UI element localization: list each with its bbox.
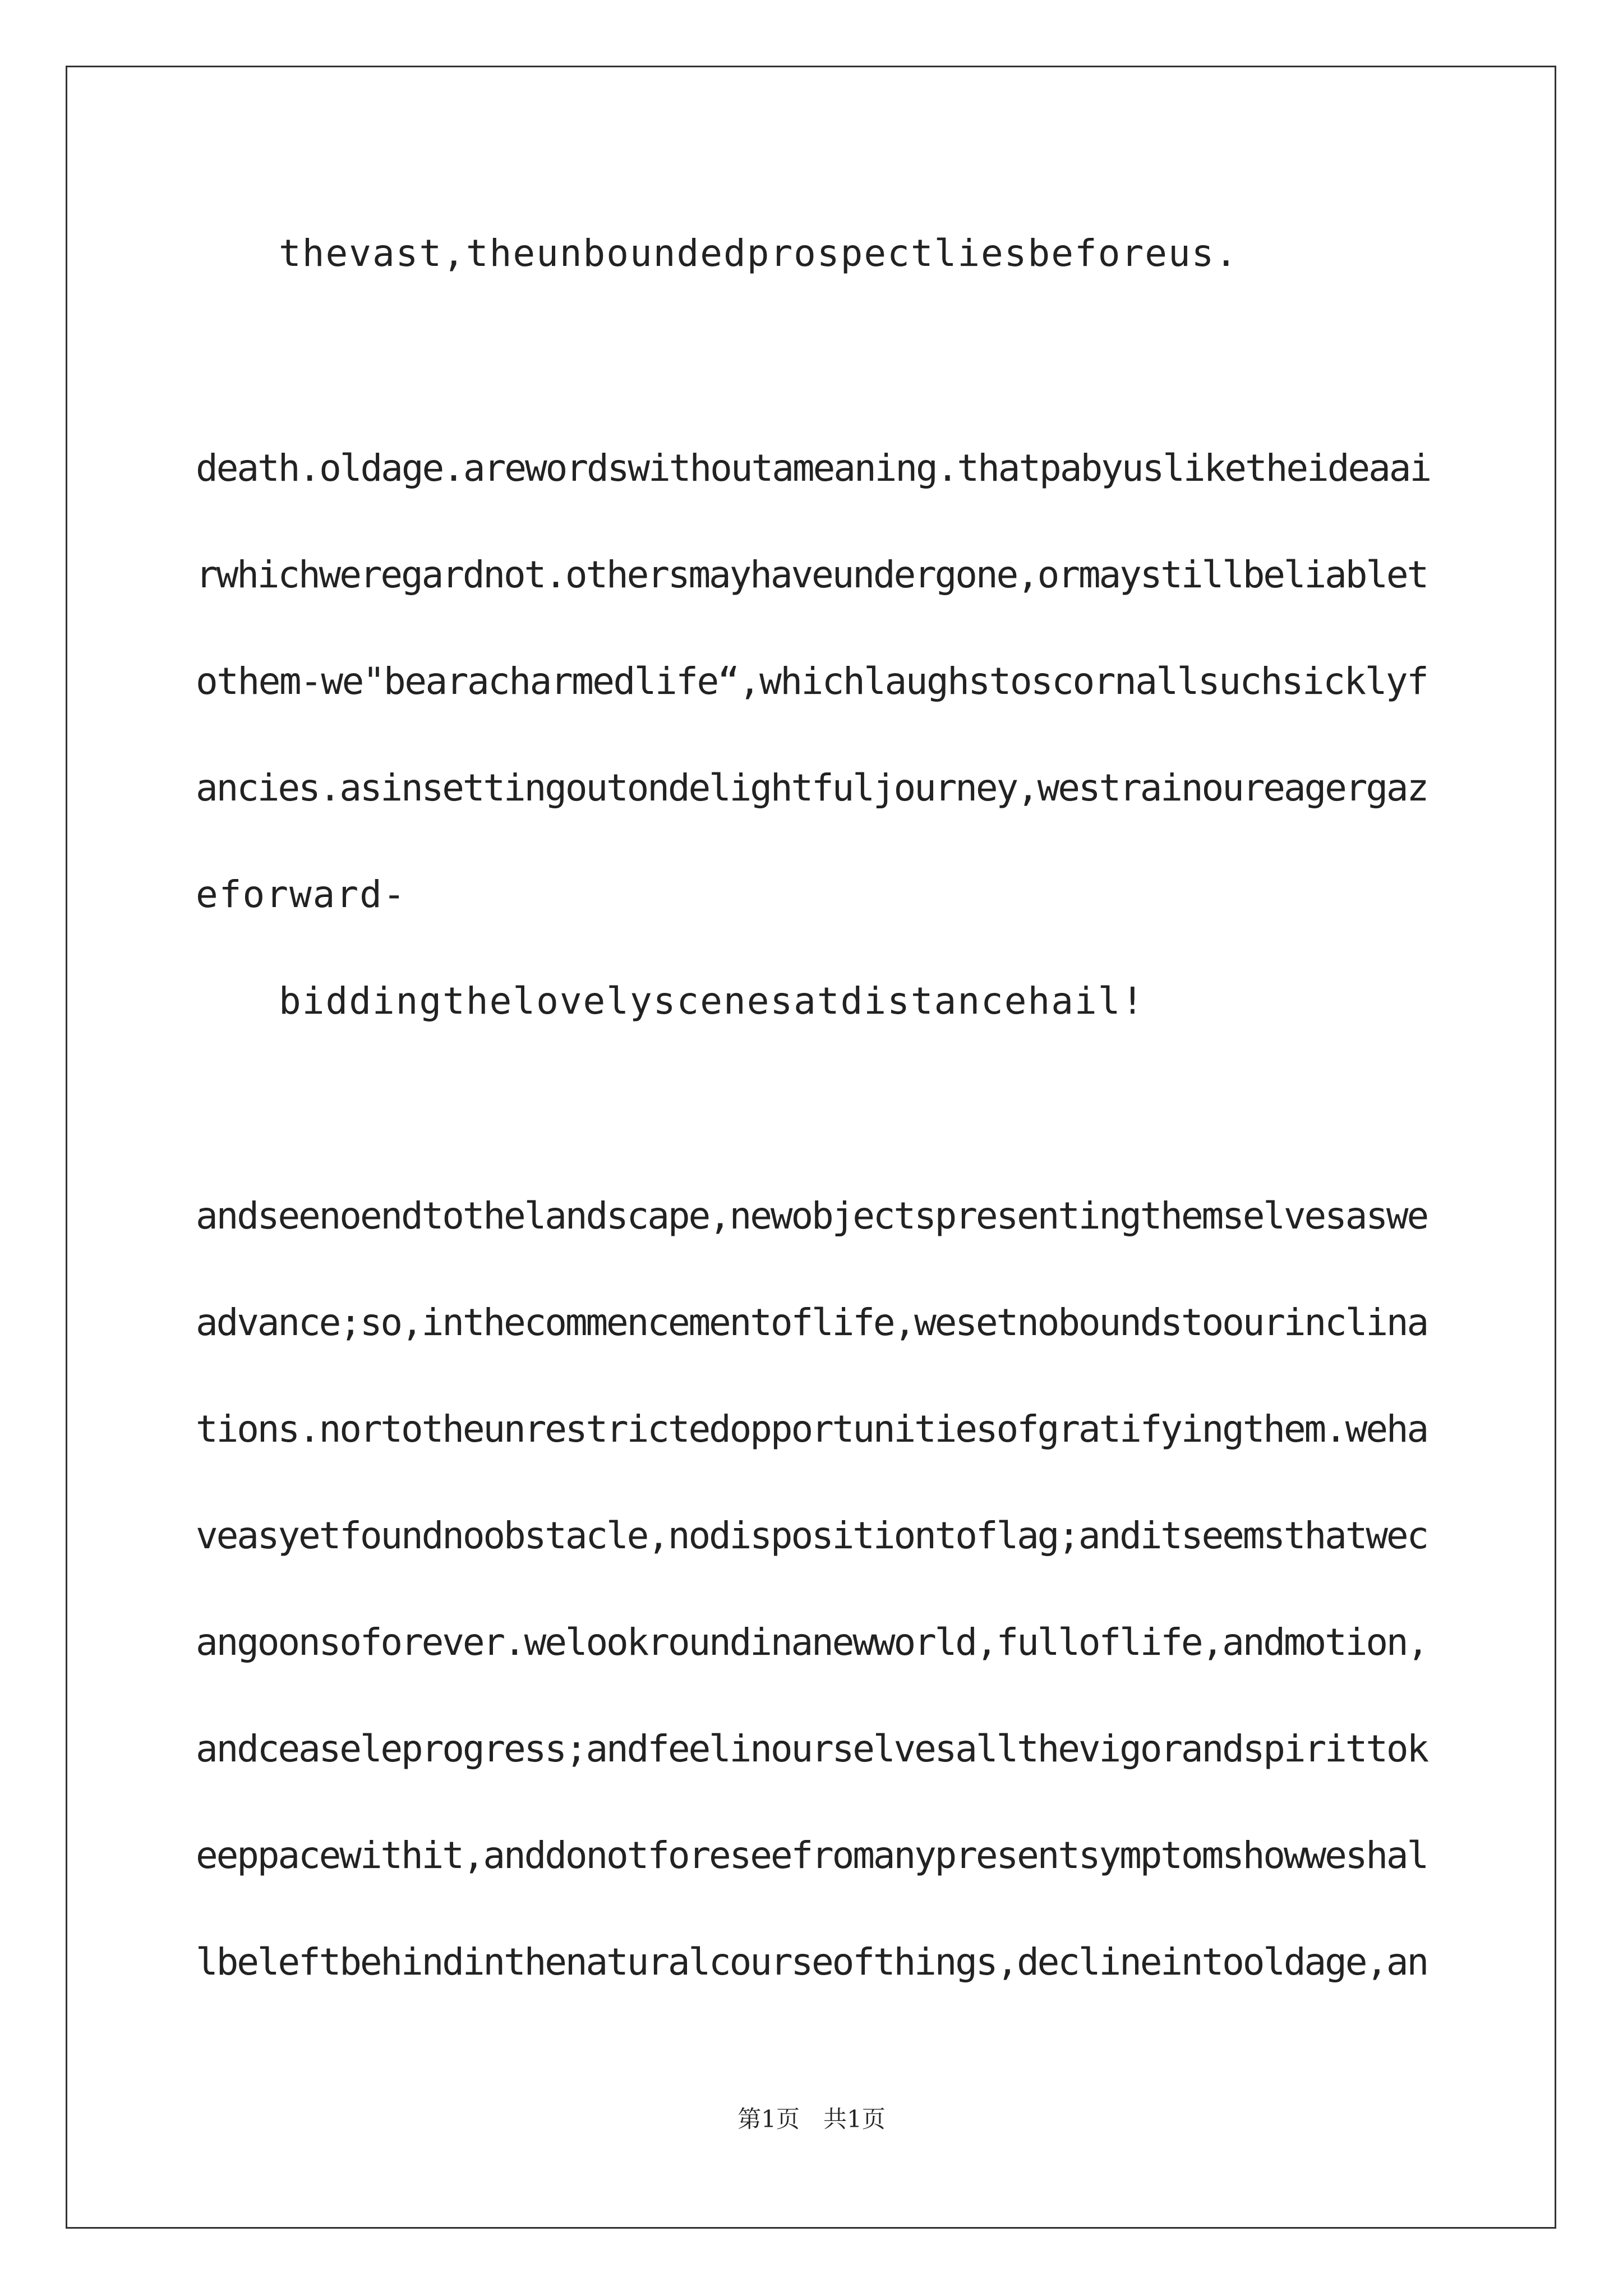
text-line-5: ancies.asinsettingoutondelightfuljourney,westrainoureagergaz	[196, 766, 1428, 809]
text-line-7: biddingthelovelyscenesatdistancehail!	[279, 979, 1145, 1023]
text-line-9: advance;so,inthecommencementoflife,wesetnoboundstoourinclina	[196, 1301, 1428, 1344]
text-line-12: angoonsoforever.welookroundinanewworld,fulloflife,andmotion,	[196, 1621, 1428, 1664]
text-line-13: andceaseleprogress;andfeelinourselvesallthevigorandspirittok	[196, 1727, 1428, 1770]
text-line-8: andseenoendtothelandscape,newobjectspresentingthemselvesaswe	[196, 1194, 1428, 1237]
text-line-10: tions.nortotheunrestrictedopportunitiesofgratifyingthem.weha	[196, 1407, 1428, 1451]
text-line-1: thevast,theunboundedprospectliesbeforeus.	[279, 232, 1239, 275]
text-line-2: death.oldage.arewordswithoutameaning.thatpabyuslike​theideaai	[196, 447, 1431, 490]
text-line-14: eeppacewithit,anddonotforeseefromanypresentsymptomshowweshal	[196, 1834, 1428, 1877]
text-line-15: lbeleftbehindinthenaturalcourseofthings,declineintooldage,an	[196, 1940, 1428, 1984]
page-footer: 第1页 共1页	[737, 2105, 886, 2133]
text-line-11: veasyetfoundnoobstacle,nodispositiontoflag;anditseemsthatwec	[196, 1514, 1428, 1557]
text-line-4: othem-we"bearacharmedlife“,whichlaughstoscornallsuchsicklyf	[196, 660, 1428, 703]
text-line-6: eforward-	[196, 873, 407, 916]
text-line-3: rwhichweregardnot.othersmayhaveundergone,ormaystillbeliablet	[196, 553, 1428, 596]
page-frame	[66, 66, 1556, 2229]
